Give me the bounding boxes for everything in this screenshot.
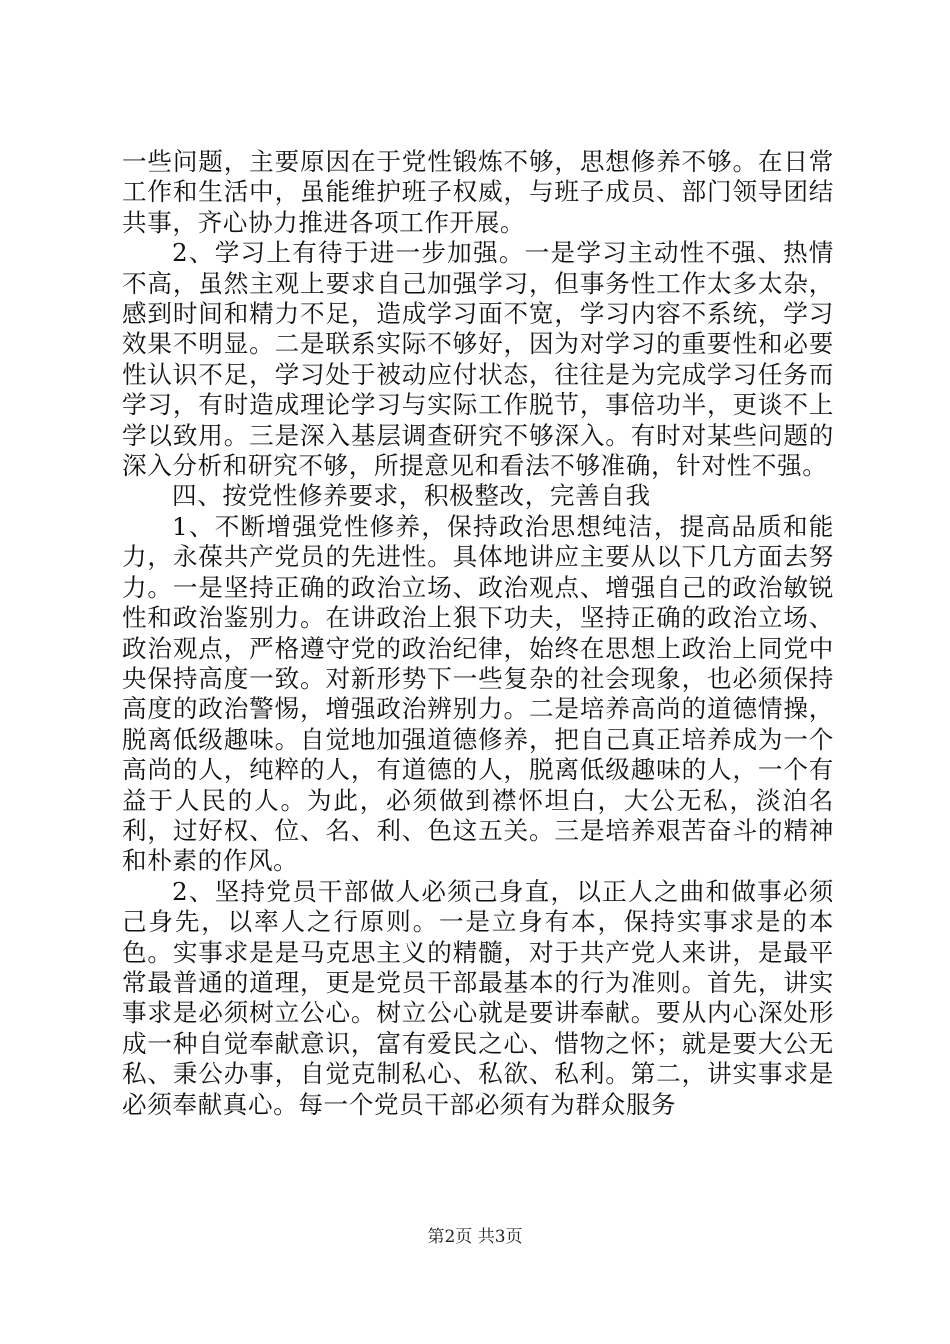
page-footer: 第2页 共3页 [427, 1227, 523, 1247]
paragraph-1: 一些问题，主要原因在于党性锻炼不够，思想修养不够。在日常工作和生活中，虽能维护班子权威，与班子成员、部门领导团结共事，齐心协力推进各项工作开展。 [122, 147, 834, 237]
paragraph-2: 2、学习上有待于进一步加强。一是学习主动性不强、热情不高，虽然主观上要求自己加强学习，但事务性工作太多太杂，感到时间和精力不足，造成学习面不宽，学习内容不系统，学习效果不明显。二是联系实际不够好，因为对学习的重要性和必要性认识不足，学习处于被动应付状态，往往是为完成学习任务而学习，有时造成理论学习与实际工作脱节，事倍功半，更谈不上学以致用。三是深入基层调查研究不够深入。有时对某些问题的深入分析和研究不够，所提意见和看法不够准确，针对性不强。 [122, 238, 834, 481]
document-body [122, 147, 834, 1120]
paragraph-3: 1、不断增强党性修养，保持政治思想纯洁，提高品质和能力，永葆共产党员的先进性。具体地讲应主要从以下几方面去努力。一是坚持正确的政治立场、政治观点、增强自己的政治敏锐性和政治鉴别力。在讲政治上狠下功夫，坚持正确的政治立场、政治观点，严格遵守党的政治纪律，始终在思想上政治上同党中央保持高度一致。对新形势下一些复杂的社会现象，也必须保持高度的政治警惕，增强政治辨别力。二是培养高尚的道德情操，脱离低级趣味。自觉地加强道德修养，把自己真正培养成为一个高尚的人，纯粹的人，有道德的人，脱离低级趣味的人，一个有益于人民的人。为此，必须做到襟怀坦白，大公无私，淡泊名利，过好权、位、名、利、色这五关。三是培养艰苦奋斗的精神和朴素的作风。 [122, 511, 834, 876]
section-heading-4: 四、按党性修养要求，积极整改，完善自我 [172, 481, 651, 511]
paragraph-4: 2、坚持党员干部做人必须己身直，以正人之曲和做事必须己身先，以率人之行原则。一是立身有本，保持实事求是的本色。实事求是是马克思主义的精髓，对于共产党人来讲，是最平常最普通的道理，更是党员干部最基本的行为准则。首先，讲实事求是必须树立公心。树立公心就是要讲奉献。要从内心深处形成一种自觉奉献意识，富有爱民之心、惜物之怀；就是要大公无私、秉公办事，自觉克制私心、私欲、私利。第二，讲实事求是必须奉献真心。每一个党员干部必须有为群众服务 [122, 876, 834, 1119]
